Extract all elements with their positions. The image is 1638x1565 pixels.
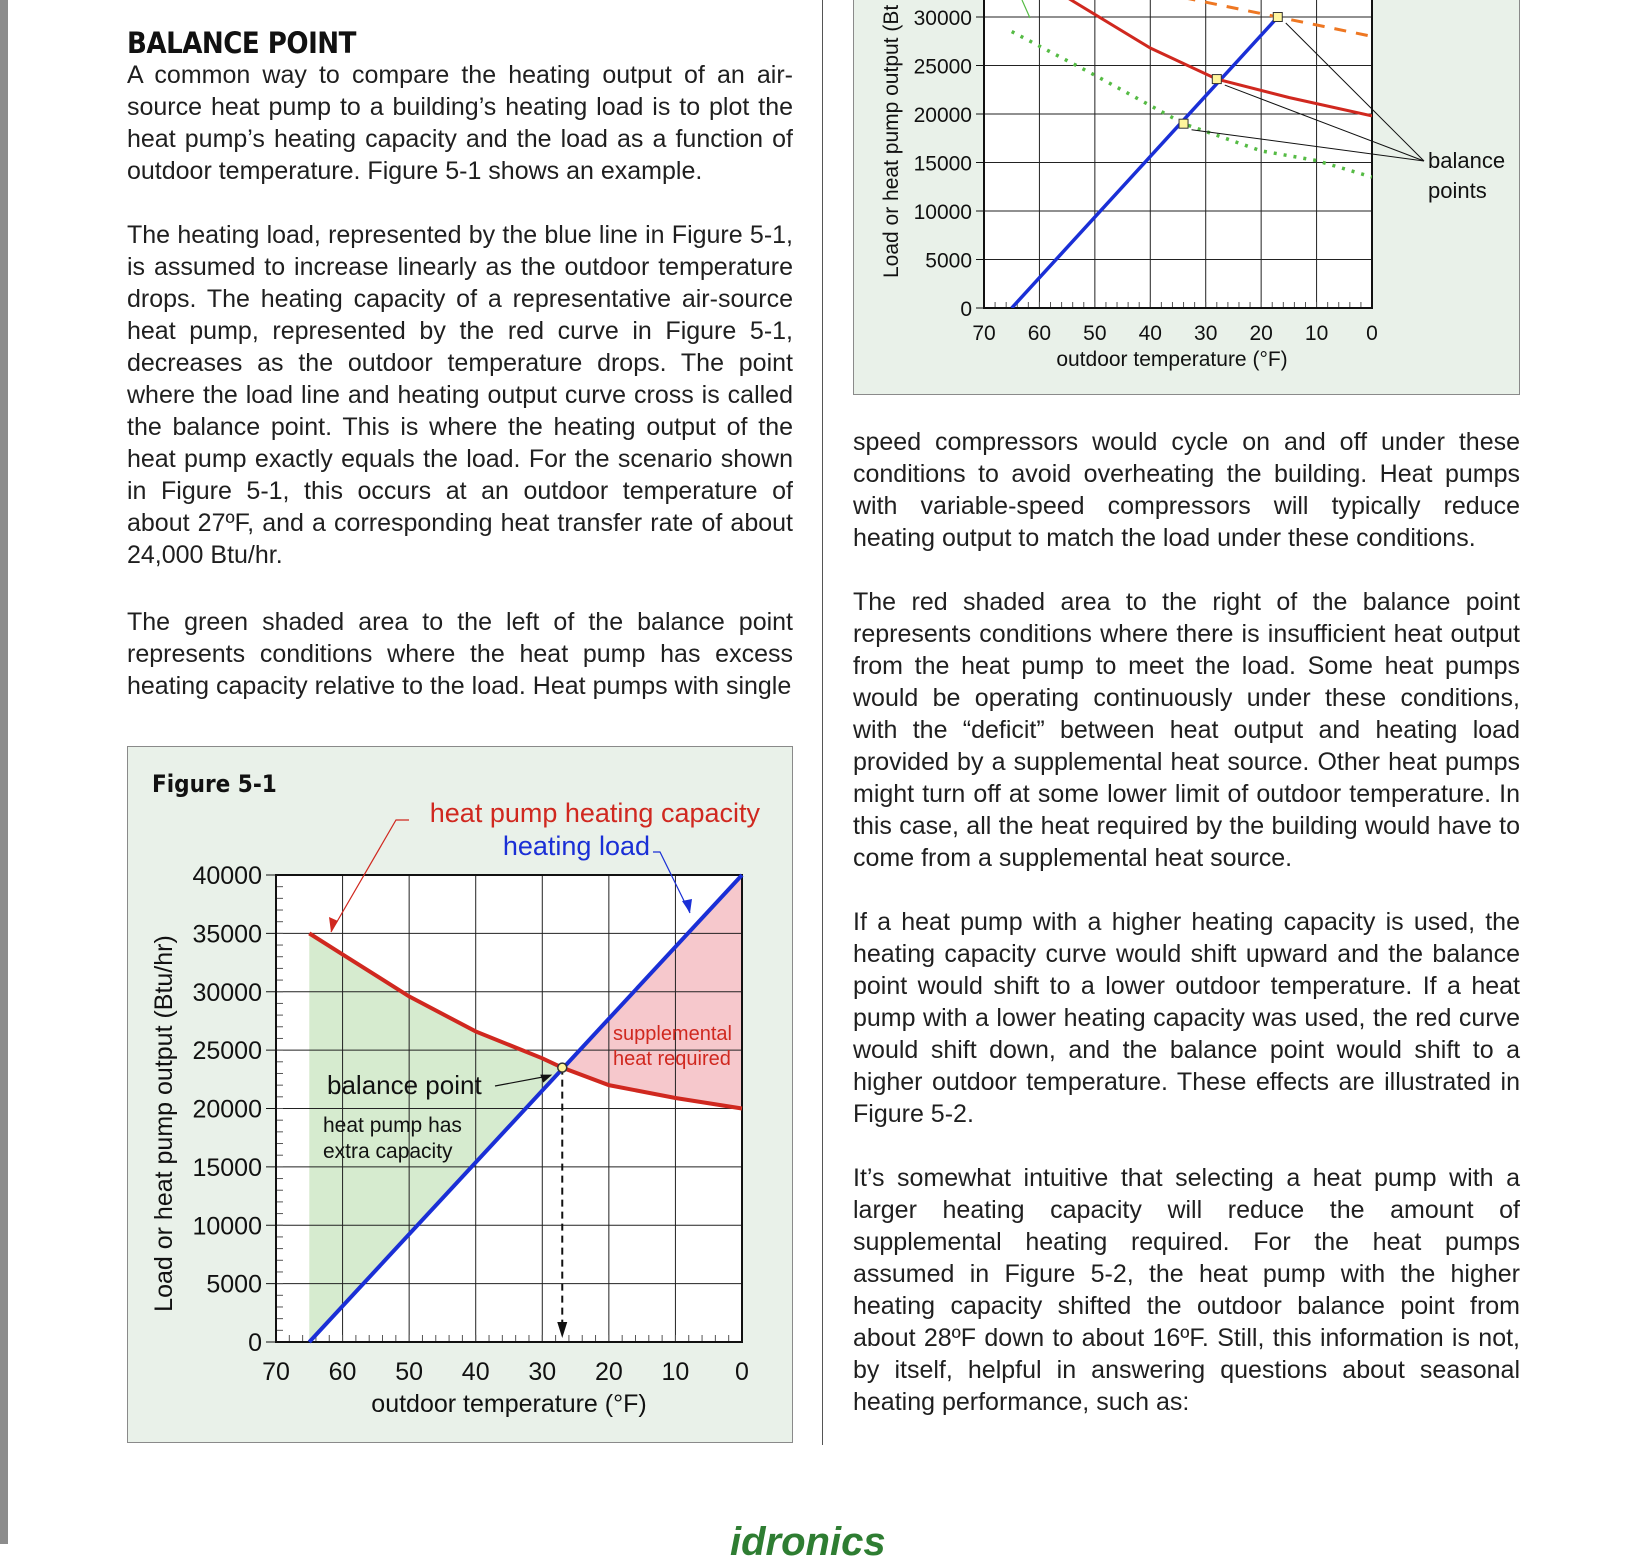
x-tick-label: 60 <box>1027 322 1052 345</box>
right-paragraph-4: It’s somewhat intuitive that selecting a heat pump with a larger heating capacity will reduce the amount of supplemental heating required. For the heat pumps assumed in Figure 5-2, the heat pump with the higher heating capacity shifted the outdoor balance point from about 28ºF down to about 16ºF. Still, this information is not, by itself, helpful in answering questions about seasonal heating performance, such as: <box>853 1164 1520 1416</box>
section-heading: BALANCE POINT <box>127 26 356 60</box>
x-tick-label: 40 <box>1138 322 1162 345</box>
y-tick-label: 5000 <box>206 1270 262 1299</box>
x-tick-label: 10 <box>1304 322 1329 345</box>
x-tick-label: 70 <box>972 322 996 345</box>
left-paragraph-1: A common way to compare the heating output of an air-source heat pump to a building’s heating load is to plot the heat pump’s heating capacity and the load as a function of outdoor temperature. Figure 5-1 shows an example. <box>127 61 793 185</box>
y-axis-title: Load or heat pump output (Btu/hr) <box>150 935 178 1312</box>
label-extra-capacity-line1: heat pump has <box>323 1114 462 1137</box>
right-paragraph-2: The red shaded area to the right of the balance point represents conditions where there is insufficient heat output from the heat pump to meet the load. Some heat pumps would be operating continuously under these conditions, with the “deficit” between heat output and heating load provided by a supplemental heat source. Other heat pumps might turn off at some lower limit of outdoor temperature. In this case, all the heat required by the building would have to come from a supplemental heat source. <box>853 588 1520 872</box>
y-tick-label: 35000 <box>192 920 262 949</box>
x-tick-label: 30 <box>528 1358 557 1386</box>
x-tick-label: 20 <box>594 1358 623 1386</box>
y-tick-label: 15000 <box>913 152 972 176</box>
x-tick-label: 40 <box>461 1358 490 1386</box>
y-tick-label: 30000 <box>913 7 972 30</box>
x-axis-title: outdoor temperature (°F) <box>1056 348 1288 371</box>
y-tick-label: 10000 <box>192 1212 262 1241</box>
label-supplemental-line2: heat required <box>613 1048 731 1070</box>
label-balance-points-line2: points <box>1428 178 1487 203</box>
y-tick-label: 5000 <box>925 249 972 273</box>
label-heating-load: heating load <box>502 831 650 861</box>
y-tick-label: 0 <box>960 298 972 321</box>
figure-5-2-chart <box>880 0 1505 371</box>
y-tick-label: 20000 <box>913 104 972 127</box>
label-balance-point: balance point <box>327 1070 482 1100</box>
y-tick-label: 15000 <box>192 1153 262 1182</box>
x-tick-label: 60 <box>328 1358 357 1386</box>
footer-logo: idronics <box>730 1520 886 1564</box>
y-tick-label: 40000 <box>192 862 262 890</box>
y-tick-label: 30000 <box>192 978 262 1007</box>
x-tick-label: 20 <box>1249 322 1273 345</box>
label-extra-capacity-line2: extra capacity <box>323 1140 453 1163</box>
x-tick-label: 30 <box>1194 322 1218 345</box>
y-tick-label: 0 <box>248 1329 262 1357</box>
right-paragraph-1: speed compressors would cycle on and off under these conditions to avoid overheating the building. Heat pumps with variable-speed compressors will typically reduce heating output to match the load under these conditions. <box>853 428 1520 552</box>
balance-point-marker <box>1273 13 1282 22</box>
plot-area <box>984 0 1372 308</box>
right-paragraph-3: If a heat pump with a higher heating capacity is used, the heating capacity curve would shift upward and the balance point would shift to a lower outdoor temperature. If a heat pump with a lower heating capacity was used, the red curve would shift down, and the balance point would shift to a higher outdoor temperature. These effects are illustrated in Figure 5-2. <box>853 908 1520 1128</box>
label-balance-points-line1: balance <box>1428 148 1506 173</box>
balance-point-marker <box>1212 75 1221 84</box>
y-tick-label: 10000 <box>913 201 972 224</box>
balance-point-marker <box>558 1063 567 1072</box>
left-paragraph-3: The green shaded area to the left of the balance point represents conditions where the heat pump has excess heating capacity relative to the load. Heat pumps with single <box>127 608 793 700</box>
x-tick-label: 70 <box>262 1358 290 1386</box>
y-axis-title: Load or heat pump output (Bt <box>880 4 903 278</box>
y-tick-label: 25000 <box>192 1037 262 1066</box>
x-tick-label: 0 <box>735 1358 749 1386</box>
figure-5-1-chart <box>150 798 760 1418</box>
left-paragraph-2: The heating load, represented by the blue line in Figure 5-1, is assumed to increase linearly as the outdoor temperature drops. The heating capacity of a representative air-source heat pump, represented by the red curve in Figure 5-1, decreases as the outdoor temperature drops. The point where the load line and heating output curve cross is called the balance point. This is where the heating output of the heat pump exactly equals the load. For the scenario shown in Figure 5-1, this occurs at an outdoor temperature of about 27ºF, and a corresponding heat transfer rate of about 24,000 Btu/hr. <box>127 221 793 569</box>
x-tick-label: 0 <box>1366 322 1378 345</box>
y-tick-label: 25000 <box>913 55 972 79</box>
label-supplemental-line1: supplemental <box>613 1023 732 1045</box>
figure-5-1-label: Figure 5-1 <box>152 770 277 798</box>
y-tick-label: 20000 <box>192 1095 262 1124</box>
label-heat-pump-capacity: heat pump heating capacity <box>429 798 760 828</box>
x-tick-label: 10 <box>661 1358 690 1386</box>
x-axis-title: outdoor temperature (°F) <box>371 1390 647 1418</box>
balance-point-marker <box>1179 119 1188 128</box>
x-tick-label: 50 <box>1083 322 1107 345</box>
x-tick-label: 50 <box>395 1358 424 1386</box>
